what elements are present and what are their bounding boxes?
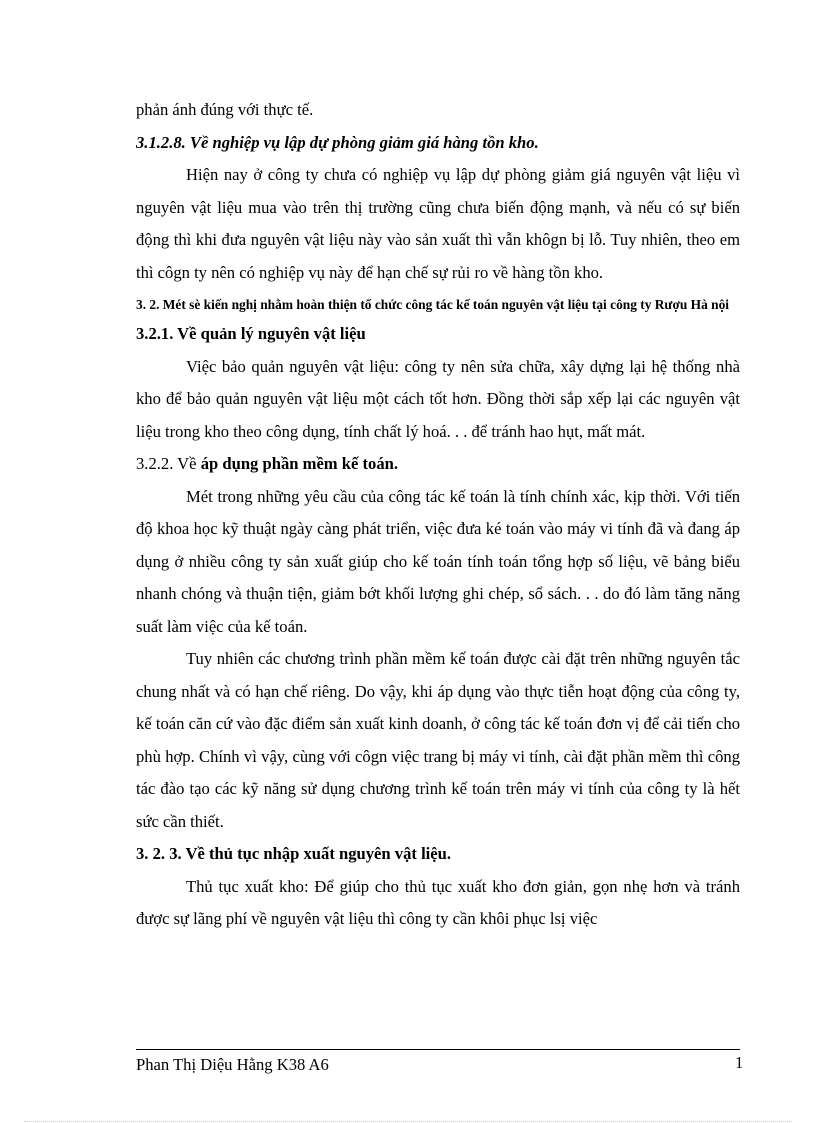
page-number: 1 xyxy=(735,1053,744,1072)
paragraph-continuation: phản ánh đúng với thực tế. xyxy=(136,100,314,119)
heading-3-2-2-prefix: 3.2.2. Về xyxy=(136,454,201,473)
heading-3-2-2 xyxy=(136,448,740,481)
heading-3-1-2-8: 3.1.2.8. Về nghiệp vụ lập dự phòng giảm giá hàng tồn kho. xyxy=(136,132,539,152)
heading-3-2-3: 3. 2. 3. Về thủ tục nhập xuất nguyên vật liệu. xyxy=(136,844,452,863)
footer-author: Phan Thị Diệu Hằng K38 A6 xyxy=(136,1055,329,1074)
paragraph-du-phong: Hiện nay ở công ty chưa có nghiệp vụ lập dự phòng giảm giá nguyên vật liệu vì nguyên vật liệu mua vào trên thị trường cũng chưa biến động mạnh, và nếu có sự biến động thì khi đưa nguyên vật liệu này vào sản xuất thì vẫn khôgn bị lỗ. Tuy nhiên, theo em thì côgn ty nên có nghiệp vụ này để hạn chế sự rủi ro về hàng tồn kho. xyxy=(136,165,740,282)
paragraph-bao-quan: Việc bảo quản nguyên vật liệu: công ty nên sửa chữa, xây dựng lại hệ thống nhà kho để bảo quản nguyên vật liệu một cách tốt hơn. Đồng thời sắp xếp lại các nguyên vật liệu trong kho theo công dụng, tính chất lý hoá. . . để tránh hao hụt, mất mát. xyxy=(136,356,740,441)
footer-divider xyxy=(136,1049,740,1050)
page-bottom-border xyxy=(24,1121,792,1122)
paragraph-phan-mem: Tuy nhiên các chương trình phần mềm kế toán được cài đặt trên những nguyên tắc chung nhất và có hạn chế riêng. Do vậy, khi áp dụng vào thực tiễn hoạt động của công ty, kế toán căn cứ vào đặc điểm sản xuất kinh doanh, ở công tác kế toán đơn vị để cải tiến cho phù hợp. Chính vì vậy, cùng với côgn việc trang bị máy vi tính, cài đặt phần mềm thì công tác đào tạo các kỹ năng sử dụng chương trình kế toán trên máy vi tính của công ty là hết sức cần thiết. xyxy=(136,649,740,831)
heading-3-2: 3. 2. Mét sè kiến nghị nhằm hoàn thiện tổ chức công tác kế toán nguyên vật liệu tại công ty Rượu Hà nội xyxy=(136,297,729,312)
heading-3-2-2-bold: áp dụng phần mềm kế toán. xyxy=(200,454,399,473)
page-content xyxy=(136,94,740,936)
paragraph-yeu-cau: Mét trong những yêu cầu của công tác kế toán là tính chính xác, kịp thời. Với tiến độ khoa học kỹ thuật ngày càng phát triển, việc đưa ké toán vào máy vi tính đã và đang áp dụng ở nhiều công ty sản xuất giúp cho kế toán tính toán tổng hợp số liệu, vẽ bảng biểu nhanh chóng và thuận tiện, giảm bớt khối lượng ghi chép, sổ sách. . . do đó làm tăng năng suất làm việc của kế toán. xyxy=(136,486,740,636)
paragraph-thu-tuc: Thủ tục xuất kho: Để giúp cho thủ tục xuất kho đơn giản, gọn nhẹ hơn và tránh được sự lãng phí về nguyên vật liệu thì công ty cần khôi phục lsị việc xyxy=(136,876,740,928)
heading-3-2-1: 3.2.1. Về quản lý nguyên vật liệu xyxy=(136,324,366,343)
